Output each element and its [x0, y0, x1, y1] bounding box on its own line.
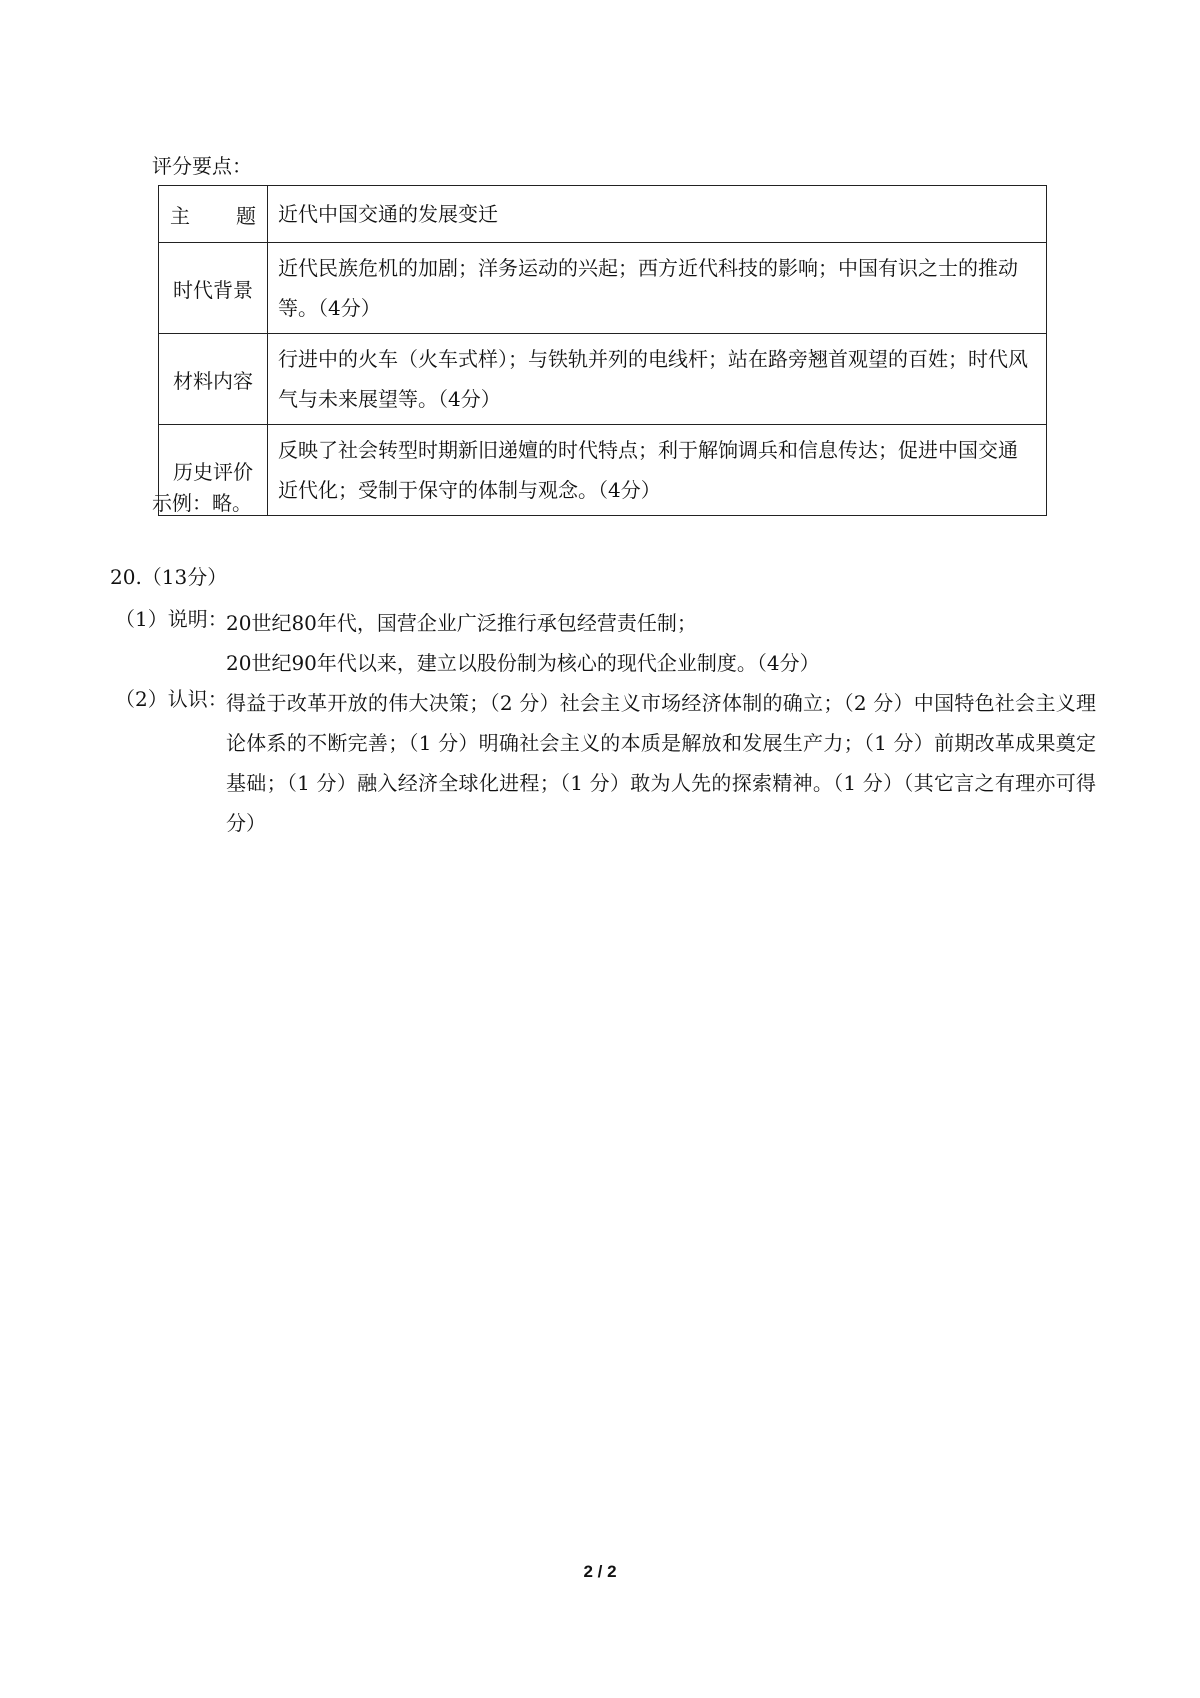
- part1-line: 20世纪90年代以来，建立以股份制为核心的现代企业制度。（4分）: [226, 651, 820, 675]
- row-header-evaluation: 历史评价: [159, 425, 268, 516]
- table-row: [159, 243, 1047, 334]
- part1-line: 20世纪80年代，国营企业广泛推行承包经营责任制；: [226, 611, 697, 635]
- table-row: [159, 186, 1047, 243]
- row-content-background: 近代民族危机的加剧；洋务运动的兴起；西方近代科技的影响；中国有识之士的推动等。（4分）: [268, 243, 1047, 334]
- row-header-background: 时代背景: [159, 243, 268, 334]
- part2-answer: 得益于改革开放的伟大决策；（2 分）社会主义市场经济体制的确立；（2 分）中国特色社会主义理论体系的不断完善；（1 分）明确社会主义的本质是解放和发展生产力；（1 分）前期改革成果奠定基础；（1 分）融入经济全球化进程；（1 分）敢为人先的探索精神。（1 分）（其它言之有理亦可得分）: [226, 691, 1096, 835]
- table-row: [159, 334, 1047, 425]
- table-row: [159, 425, 1047, 516]
- row-header-material: 材料内容: [159, 334, 268, 425]
- part1-label: （1）说明：: [115, 607, 228, 631]
- scoring-table: [158, 185, 1047, 516]
- row-content-evaluation: 反映了社会转型时期新旧递嬗的时代特点；利于解饷调兵和信息传达；促进中国交通近代化；受制于保守的体制与观念。（4分）: [268, 425, 1047, 516]
- row-content-theme: 近代中国交通的发展变迁: [268, 186, 1047, 243]
- row-header-theme: [159, 186, 268, 243]
- row-content-material: 行进中的火车（火车式样）；与铁轨并列的电线杆；站在路旁翘首观望的百姓；时代风气与未来展望等。（4分）: [268, 334, 1047, 425]
- part1-answer: [226, 603, 1066, 683]
- header-char: 主: [170, 203, 190, 228]
- page-number: 2 / 2: [583, 1562, 617, 1581]
- question-20-heading: 20.（13分）: [110, 565, 228, 589]
- header-char: 题: [236, 203, 256, 228]
- part2-label: （2）认识：: [115, 687, 228, 711]
- example-note: 示例：略。: [152, 491, 252, 515]
- scoring-points-label: 评分要点：: [152, 154, 252, 178]
